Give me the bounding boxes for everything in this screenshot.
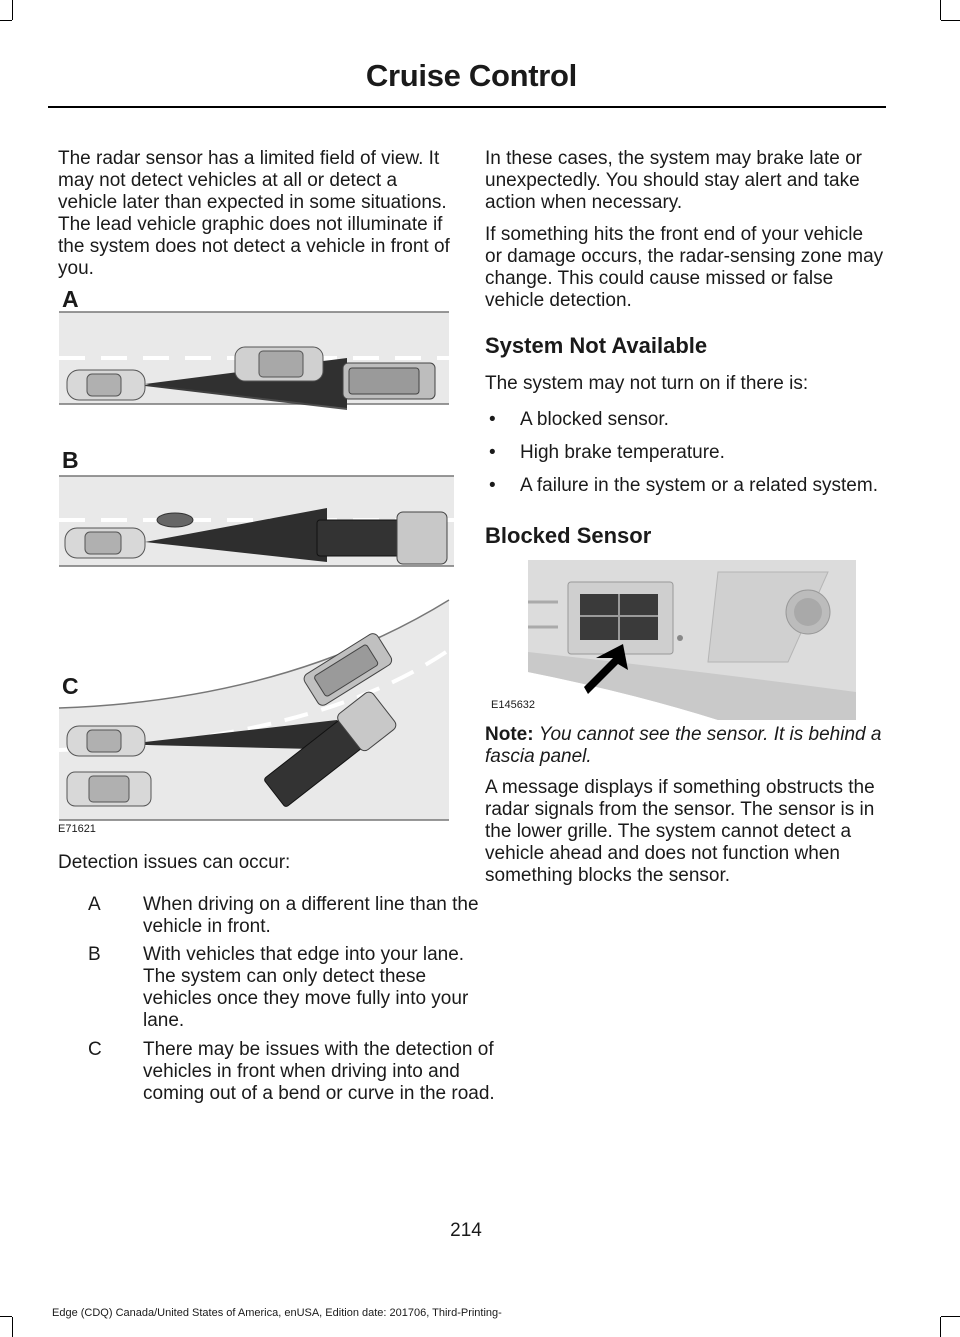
crop-mark — [0, 20, 12, 21]
bullet-icon: • — [489, 409, 496, 430]
paragraph: The system may not turn on if there is: — [485, 373, 809, 394]
left-column — [58, 148, 456, 280]
legend-key: A — [88, 894, 101, 915]
section-heading: Blocked Sensor — [485, 523, 652, 548]
section-heading: System Not Available — [485, 333, 708, 358]
legend-text: With vehicles that edge into your lane. The system can only detect these vehicles once they move fully into your lane. — [143, 944, 469, 1031]
scene-c — [59, 600, 449, 820]
legend-key: C — [88, 1039, 102, 1060]
crop-mark — [940, 0, 941, 20]
footer-edition: Edge (CDQ) Canada/United States of America, enUSA, Edition date: 201706, Third-Printing- — [52, 1307, 502, 1319]
crop-mark — [12, 1317, 13, 1337]
page-number: 214 — [450, 1220, 482, 1241]
legend-text: When driving on a different line than the vehicle in front. — [143, 894, 479, 937]
scene-a — [59, 312, 449, 410]
note — [485, 724, 885, 768]
bullet-icon: • — [489, 475, 496, 496]
crop-mark — [941, 1316, 960, 1317]
blocked-sensor-figure — [488, 552, 856, 720]
scene-b — [59, 476, 454, 566]
crop-mark — [941, 20, 960, 21]
intro-paragraph: The radar sensor has a limited field of view. It may not detect vehicles at all or detect a vehicle later than expected in some situations. The lead vehicle graphic does not illuminate if the system does not detect a vehicle in front of you. — [58, 148, 450, 279]
legend-text: There may be issues with the detection of vehicles in front when driving into and coming out of a bend or curve in the road. — [143, 1039, 495, 1104]
figure-code: E71621 — [58, 823, 96, 835]
list-item — [485, 442, 885, 464]
right-column — [485, 148, 885, 549]
paragraph: A message displays if something obstructs the radar signals from the sensor. The sensor is in the lower grille. The system cannot detect a vehicle ahead and does not function when something blocks the sensor. — [485, 777, 875, 886]
figure-label-c: C — [62, 673, 79, 699]
figure-code: E145632 — [491, 699, 536, 711]
figure-label-b: B — [62, 447, 79, 473]
crop-mark — [12, 0, 13, 20]
crop-mark — [940, 1317, 941, 1337]
page-title: Cruise Control — [365, 58, 577, 93]
bullet-list — [485, 409, 885, 497]
list-item-text: High brake temperature. — [520, 442, 725, 463]
paragraph: In these cases, the system may brake late or unexpectedly. You should stay alert and take action when necessary. — [485, 148, 863, 213]
list-item — [485, 475, 885, 497]
legend-key: B — [88, 944, 101, 965]
crop-mark — [0, 1316, 12, 1317]
list-item-text: A blocked sensor. — [520, 409, 669, 430]
note-text: You cannot see the sensor. It is behind a fascia panel. — [485, 724, 882, 767]
title-divider — [48, 106, 886, 108]
paragraph: If something hits the front end of your vehicle or damage occurs, the radar-sensing zone may change. This could cause missed or false vehicle detection. — [485, 224, 884, 311]
list-item-text: A failure in the system or a related system. — [520, 475, 878, 496]
list-item — [485, 409, 885, 431]
detection-scenarios-figure — [57, 280, 457, 840]
detection-heading: Detection issues can occur: — [58, 852, 291, 873]
note-label: Note: — [485, 724, 534, 745]
bullet-icon: • — [489, 442, 496, 463]
figure-label-a: A — [62, 286, 79, 312]
